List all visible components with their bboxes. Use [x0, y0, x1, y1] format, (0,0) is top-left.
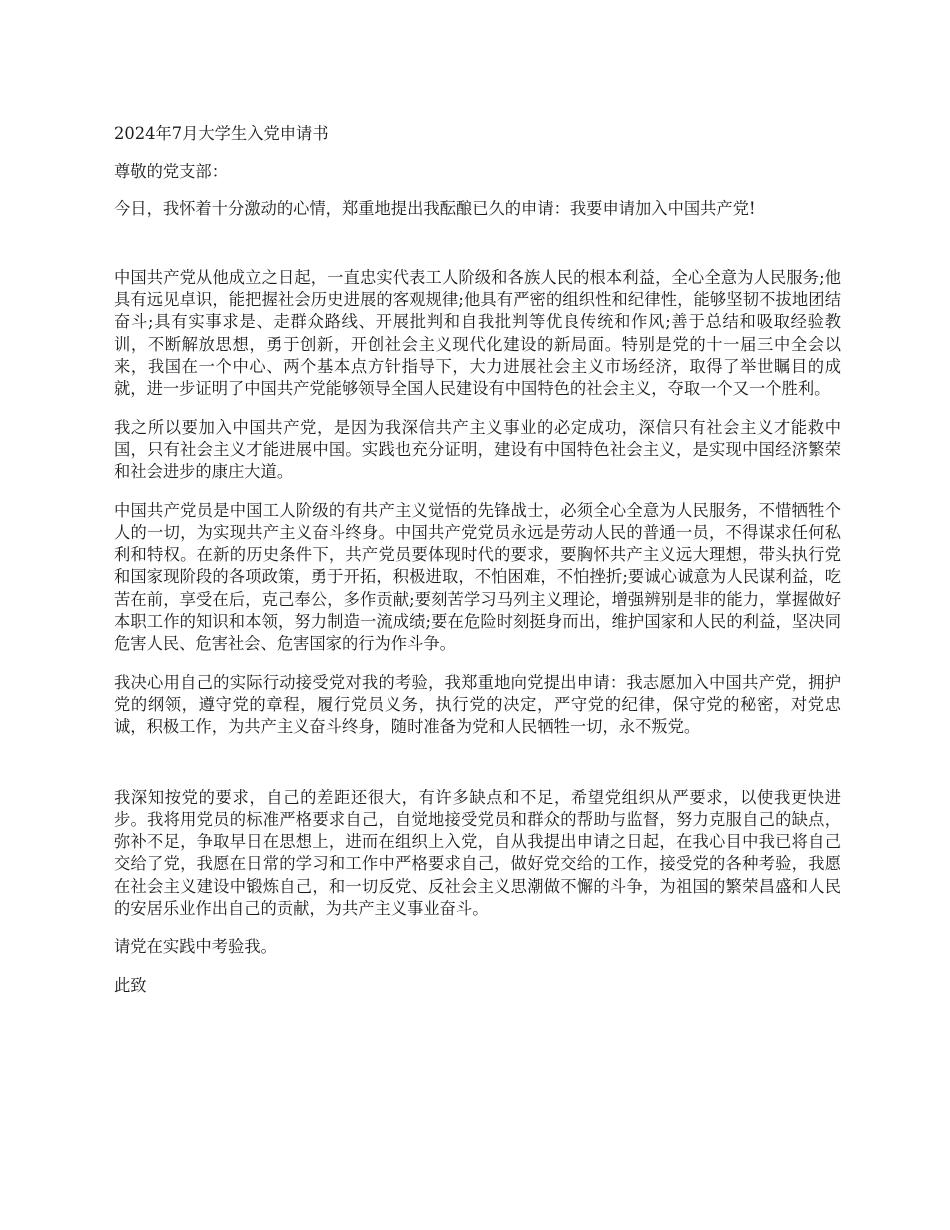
body-paragraph: 我深知按党的要求，自己的差距还很大，有许多缺点和不足，希望党组织从严要求，以使我更快进步。我将用党员的标准严格要求自己，自觉地接受党员和群众的帮助与监督，努力克服自己的缺点，弥补不足，争取早日在思想上，进而在组织上入党，自从我提出申请之日起，在我心目中我已将自己交给了党，我愿在日常的学习和工作中严格要求自己，做好党交给的工作，接受党的各种考验，我愿在社会主义建设中锻炼自己，和一切反党、反社会主义思潮做不懈的斗争，为祖国的繁荣昌盛和人民的安居乐业作出自己的贡献，为共产主义事业奋斗。: [114, 787, 841, 919]
document-title: 2024年7月大学生入党申请书: [114, 124, 329, 143]
application-document: [114, 123, 841, 997]
salutation: 尊敬的党支部：: [114, 162, 228, 182]
body-paragraph: 中国共产党员是中国工人阶级的有共产主义觉悟的先锋战士，必须全心全意为人民服务，不惜牺牲个人的一切，为实现共产主义奋斗终身。中国共产党党员永远是劳动人民的普通一员，不得谋求任何私利和特权。在新的历史条件下，共产党员要体现时代的要求，要胸怀共产主义远大理想，带头执行党和国家现阶段的各项政策，勇于开拓，积极进取，不怕困难，不怕挫折;要诚心诚意为人民谋利益，吃苦在前，享受在后，克己奉公，多作贡献;要刻苦学习马列主义理论，增强辨别是非的能力，掌握做好本职工作的知识和本领，努力制造一流成绩;要在危险时刻挺身而出，维护国家和人民的利益，坚决同危害人民、危害社会、危害国家的行为作斗争。: [114, 500, 841, 654]
closing-request: 请党在实践中考验我。: [114, 937, 277, 957]
intro-paragraph: 今日，我怀着十分激动的心情，郑重地提出我酝酿已久的申请：我要申请加入中国共产党!: [114, 198, 756, 218]
body-paragraph: 中国共产党从他成立之日起，一直忠实代表工人阶级和各族人民的根本利益，全心全意为人民服务;他具有远见卓识，能把握社会历史进展的客观规律;他具有严密的组织性和纪律性，能够坚韧不拔地团结奋斗;具有实事求是、走群众路线、开展批判和自我批判等优良传统和作风;善于总结和吸取经验教训，不断解放思想，勇于创新，开创社会主义现代化建设的新局面。特别是党的十一届三中全会以来，我国在一个中心、两个基本点方针指导下，大力进展社会主义市场经济，取得了举世瞩目的成就，进一步证明了中国共产党能够领导全国人民建设有中国特色的社会主义，夺取一个又一个胜利。: [114, 267, 841, 399]
body-paragraph: 我决心用自己的实际行动接受党对我的考验，我郑重地向党提出申请：我志愿加入中国共产党，拥护党的纲领，遵守党的章程，履行党员义务，执行党的决定，严守党的纪律，保守党的秘密，对党忠诚，积极工作，为共产主义奋斗终身，随时准备为党和人民牺牲一切，永不叛党。: [114, 672, 841, 737]
closing-salute: 此致: [114, 975, 147, 995]
body-paragraph: 我之所以要加入中国共产党，是因为我深信共产主义事业的必定成功，深信只有社会主义才能救中国，只有社会主义才能进展中国。实践也充分证明，建设有中国特色社会主义，是实现中国经济繁荣和社会进步的康庄大道。: [114, 417, 841, 482]
